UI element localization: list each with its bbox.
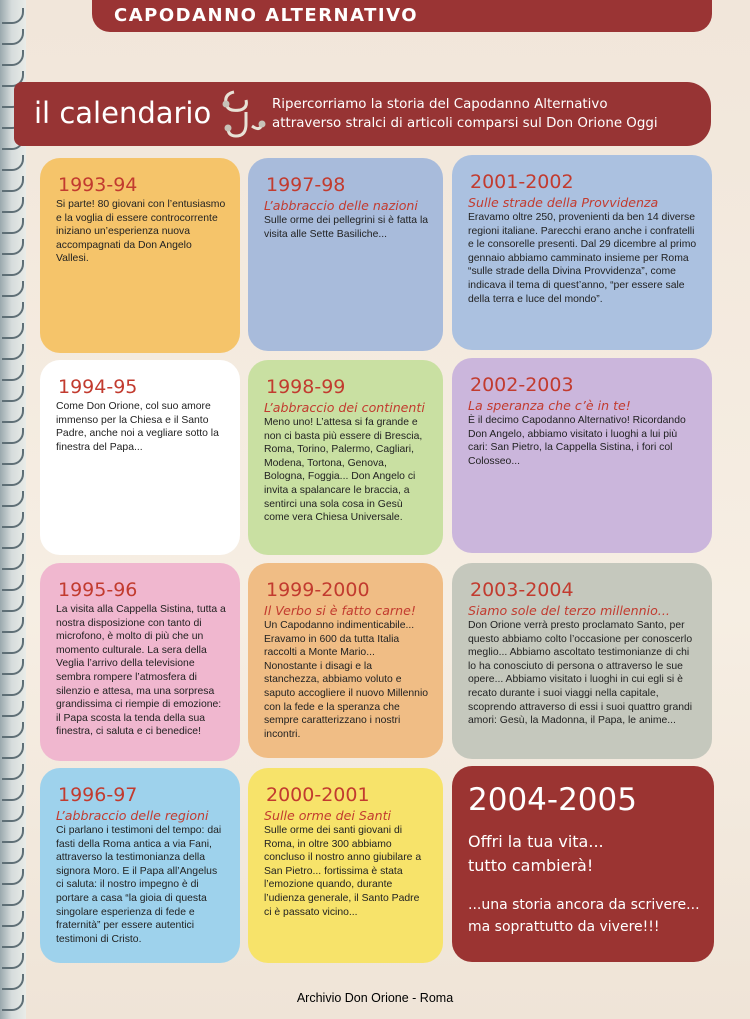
card-year: 1994-95 (58, 376, 138, 398)
card-text: Don Orione verrà presto proclamato Santo, per questo abbiamo colto l’occasione per conoscerlo meglio... Abbiamo ascoltato testimonianze di chi lo ha conosciuto di persona o attraverso le sue opere... Abbiamo visitato i luoghi in cui egli si è recato durante i suoi viaggi nella capitale, scoprendo attraverso di essi i suoi quattro grandi amori: Gesù, la Madonna, il Papa, le anime... (468, 620, 693, 727)
card-text: Si parte! 80 giovani con l’entusiasmo e la voglia di essere controcorrente iniziano un’esperienza nuova accompagnati da Don Angelo Vallesi. (56, 199, 226, 265)
card-subtitle: La speranza che c’è in te! (468, 398, 631, 413)
spiral-ring (2, 323, 24, 339)
spiral-ring (2, 680, 24, 696)
spiral-ring (2, 470, 24, 486)
spiral-ring (2, 512, 24, 528)
spiral-ring (2, 302, 24, 318)
card-text: Come Don Orione, col suo amore immenso per la Chiesa e il Santo Padre, anche noi a vegliare sotto la finestra del Papa... (56, 401, 219, 453)
card-text: Meno uno! L’attesa si fa grande e non ci basta più essere di Brescia, Roma, Torino, Palermo, Cagliari, Modena, Tortona, Genova, Bologna, Foggia... Don Angelo ci invita a spalancare le braccia, a sentirci una sola cosa in Gesù come vera Chiesa Universale. (264, 417, 423, 524)
final-line-2: tutto cambierà! (468, 856, 594, 875)
card-text: Ci parlano i testimoni del tempo: dai fasti della Roma antica a via Fani, attraverso la testimonianza della signora Moro. E il Papa all’Angelus ci saluta: il nostro impegno è di portare a casa “la gioia di questa singolare esperienza di fede e fraternità” per essere autentici testimoni di Cristo. (56, 825, 222, 945)
spiral-ring (2, 806, 24, 822)
card-year: 1999-2000 (266, 579, 370, 601)
card-1996-97 (40, 768, 240, 963)
spiral-ring (2, 8, 24, 24)
card-1995-96 (40, 563, 240, 761)
spiral-ring (2, 743, 24, 759)
card-subtitle: Sulle orme dei Santi (264, 808, 392, 823)
card-1999-2000 (248, 563, 443, 758)
spiral-ring (2, 701, 24, 717)
intro-line-1: Ripercorriamo la storia del Capodanno Alternativo (272, 97, 608, 112)
spiral-ring (2, 785, 24, 801)
spiral-ring (2, 449, 24, 465)
spiral-ring (2, 659, 24, 675)
card-subtitle: L’abbraccio dei continenti (264, 400, 425, 415)
banner-title: CAPODANNO ALTERNATIVO (114, 5, 419, 26)
decorative-hook-icon (216, 86, 272, 142)
card-2001-2002 (452, 155, 712, 350)
spiral-ring (2, 911, 24, 927)
final-line-4: ma soprattutto da vivere!!! (468, 919, 660, 935)
intro-text (272, 95, 712, 133)
spiral-ring (2, 554, 24, 570)
spiral-ring (2, 827, 24, 843)
spiral-ring (2, 617, 24, 633)
spiral-ring (2, 764, 24, 780)
card-text: La visita alla Cappella Sistina, tutta a nostra disposizione con tanto di microfono, è molto di più che un momento culturale. La sera della Veglia l’arrivo della televisione sembra rompere l’atmosfera di silenzio e attesa, ma una sorpresa grandissima ci riempie di emozione: il Papa scosta la tenda della sua finestra, ci saluta e ci benedice! (56, 604, 226, 738)
spiral-ring (2, 890, 24, 906)
spiral-ring (2, 176, 24, 192)
spiral-ring (2, 974, 24, 990)
spiral-ring (2, 722, 24, 738)
binding-spiral (0, 0, 26, 1019)
card-2004-2005 (452, 766, 714, 962)
spiral-ring (2, 218, 24, 234)
card-text: È il decimo Capodanno Alternativo! Ricordando Don Angelo, abbiamo visitato i luoghi a lui più cari: San Pietro, la Cappella Sistina, i fori col Colosseo... (468, 415, 686, 467)
intro-line-2: attraverso stralci di articoli comparsi sul Don Orione Oggi (272, 116, 658, 131)
card-subtitle: L’abbraccio delle regioni (56, 808, 209, 823)
card-year: 2000-2001 (266, 784, 370, 806)
card-subtitle: Il Verbo si è fatto carne! (264, 603, 416, 618)
spiral-ring (2, 491, 24, 507)
spiral-ring (2, 953, 24, 969)
card-subtitle: Sulle strade della Provvidenza (468, 195, 659, 210)
card-year: 1997-98 (266, 174, 346, 196)
spiral-ring (2, 239, 24, 255)
spiral-ring (2, 533, 24, 549)
spiral-ring (2, 869, 24, 885)
card-text: Sulle orme dei santi giovani di Roma, in oltre 300 abbiamo concluso il nostro anno giubilare a San Pietro... fortissima è stata l’emozione quando, durante l’udienza generale, il Santo Padre ci è passato vicino... (264, 825, 422, 918)
card-year: 1998-99 (266, 376, 346, 398)
card-subtitle: Siamo sole del terzo millennio... (468, 603, 670, 618)
spiral-ring (2, 197, 24, 213)
card-1998-99 (248, 360, 443, 555)
card-text: Eravamo oltre 250, provenienti da ben 14 diverse regioni italiane. Parecchi erano anche i confratelli e le consorelle presenti. Dal 29 dicembre al primo gennaio abbiamo camminato insieme per Roma “sulle strade della Divina Provvidenza”, come indicava il tema di quest’anno, “per essere sale della terra e luce del mondo”. (468, 212, 697, 305)
spiral-ring (2, 260, 24, 276)
card-text: Sulle orme dei pellegrini si è fatta la visita alle Sette Basiliche... (264, 215, 429, 240)
final-year: 2004-2005 (468, 782, 637, 818)
card-text: Un Capodanno indimenticabile... Eravamo in 600 da tutta Italia raccolti a Monte Mario... Nonostante i disagi e la stanchezza, abbiamo voluto e saputo accogliere il nuovo Millennio con la fede e la speranza che sempre caratterizzano i nostri incontri. (264, 620, 429, 740)
spiral-ring (2, 428, 24, 444)
card-year: 1995-96 (58, 579, 138, 601)
card-1994-95 (40, 360, 240, 555)
spiral-ring (2, 575, 24, 591)
section-title: il calendario (34, 96, 212, 130)
spiral-ring (2, 386, 24, 402)
final-line-1: Offri la tua vita... (468, 832, 604, 851)
spiral-ring (2, 638, 24, 654)
spiral-ring (2, 155, 24, 171)
spiral-ring (2, 932, 24, 948)
card-year: 2002-2003 (470, 374, 574, 396)
spiral-ring (2, 596, 24, 612)
card-2003-2004 (452, 563, 712, 759)
spiral-ring (2, 50, 24, 66)
spiral-ring (2, 29, 24, 45)
card-year: 1993-94 (58, 174, 138, 196)
card-year: 1996-97 (58, 784, 138, 806)
spiral-ring (2, 848, 24, 864)
card-2000-2001 (248, 768, 443, 963)
spiral-ring (2, 407, 24, 423)
spiral-ring (2, 365, 24, 381)
card-year: 2003-2004 (470, 579, 574, 601)
spiral-ring (2, 281, 24, 297)
card-year: 2001-2002 (470, 171, 574, 193)
card-1997-98 (248, 158, 443, 351)
footer-credit: Archivio Don Orione - Roma (296, 991, 454, 1005)
spiral-ring (2, 344, 24, 360)
card-subtitle: L’abbraccio delle nazioni (264, 198, 418, 213)
card-2002-2003 (452, 358, 712, 553)
final-line-3: ...una storia ancora da scrivere... (468, 897, 700, 913)
card-1993-94 (40, 158, 240, 353)
top-banner (92, 0, 712, 32)
